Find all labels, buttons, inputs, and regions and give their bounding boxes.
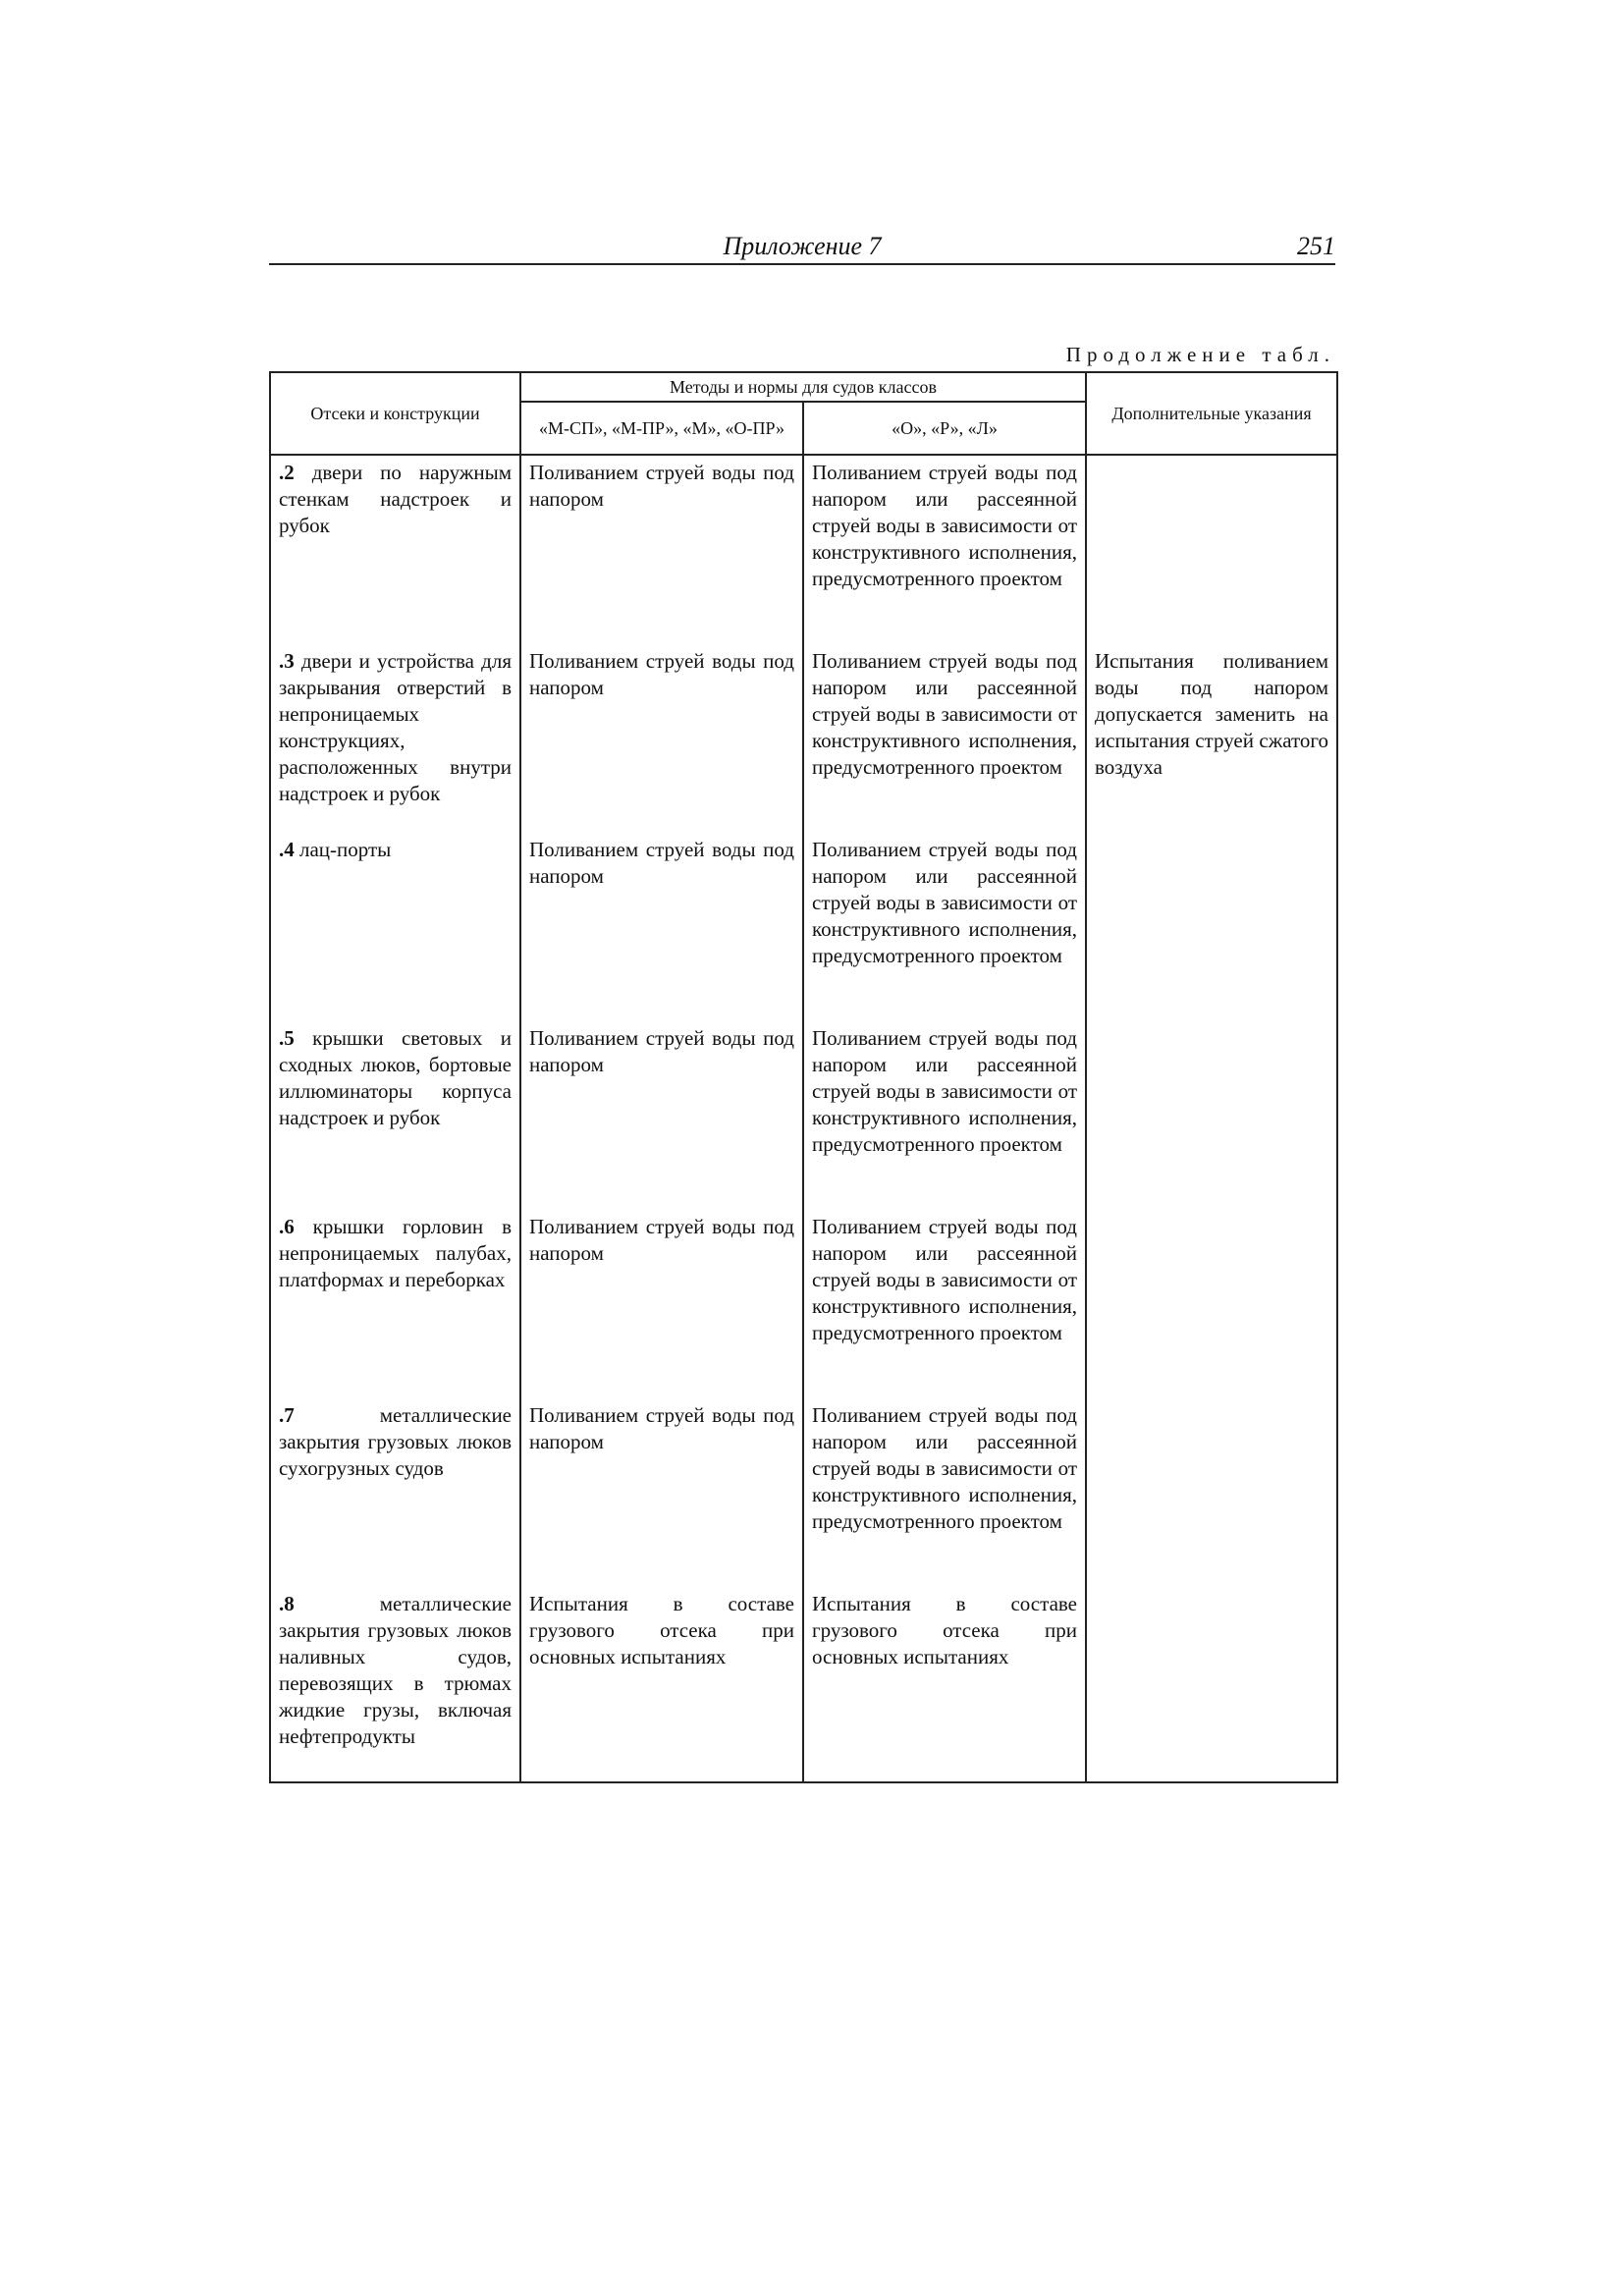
item-number: .4 bbox=[279, 838, 295, 861]
item-number: .6 bbox=[279, 1215, 295, 1238]
table-row bbox=[270, 1591, 1337, 1782]
note-cell bbox=[1086, 455, 1337, 648]
compartment-text: крышки световых и сходных люков, бортовые иллюминаторы корпуса надстроек и рубок bbox=[279, 1026, 512, 1129]
method-class-group-2-cell bbox=[803, 1591, 1086, 1782]
note-cell bbox=[1086, 1591, 1337, 1782]
method-class-group-1-cell-text: Поливанием струей воды под напором bbox=[529, 1403, 794, 1453]
item-number: .3 bbox=[279, 649, 295, 673]
table-row bbox=[270, 1402, 1337, 1591]
running-head bbox=[269, 232, 1335, 265]
note-cell-text: Испытания поливанием воды под напором допускается заменить на испытания струей сжатого воздуха bbox=[1095, 649, 1328, 779]
method-class-group-2-cell bbox=[803, 1214, 1086, 1402]
method-class-group-2-cell-text: Испытания в составе грузового отсека при основных испытаниях bbox=[812, 1592, 1077, 1668]
method-class-group-1-cell bbox=[520, 648, 803, 837]
method-class-group-1-cell-text: Испытания в составе грузового отсека при основных испытаниях bbox=[529, 1592, 794, 1668]
table-row bbox=[270, 1025, 1337, 1214]
compartment-text: металлические закрытия грузовых люков наливных судов, перевозящих в трюмах жидкие грузы, включая нефтепродукты bbox=[279, 1592, 512, 1748]
note-cell bbox=[1086, 1214, 1337, 1402]
method-class-group-1-cell bbox=[520, 1025, 803, 1214]
method-class-group-1-cell-text: Поливанием струей воды под напором bbox=[529, 1215, 794, 1265]
method-class-group-2-cell bbox=[803, 455, 1086, 648]
method-class-group-1-cell bbox=[520, 1214, 803, 1402]
page-number: 251 bbox=[1297, 232, 1335, 260]
compartment-text: крышки горловин в непроницаемых палубах, платформах и переборках bbox=[279, 1215, 512, 1291]
compartment-cell bbox=[270, 837, 520, 1025]
method-class-group-2-cell bbox=[803, 837, 1086, 1025]
compartment-text: двери по наружным стенкам надстроек и рубок bbox=[279, 461, 512, 537]
header-compartments: Отсеки и конструкции bbox=[270, 372, 520, 455]
table-row bbox=[270, 455, 1337, 648]
note-cell bbox=[1086, 1402, 1337, 1591]
header-notes: Дополнительные указания bbox=[1086, 372, 1337, 455]
method-class-group-1-cell-text: Поливанием струей воды под напором bbox=[529, 838, 794, 888]
method-class-group-1-cell bbox=[520, 837, 803, 1025]
table-body bbox=[270, 455, 1337, 1782]
method-class-group-2-cell-text: Поливанием струей воды под напором или рассеянной струей воды в зависимости от конструктивного исполнения, предусмотренного проектом bbox=[812, 838, 1077, 967]
running-head-title: Приложение 7 bbox=[723, 232, 882, 260]
table-row bbox=[270, 1214, 1337, 1402]
note-cell bbox=[1086, 837, 1337, 1025]
item-number: .7 bbox=[279, 1403, 295, 1427]
method-class-group-1-cell-text: Поливанием струей воды под напором bbox=[529, 649, 794, 699]
method-class-group-2-cell bbox=[803, 1402, 1086, 1591]
item-number: .8 bbox=[279, 1592, 295, 1615]
method-class-group-2-cell-text: Поливанием струей воды под напором или рассеянной струей воды в зависимости от конструктивного исполнения, предусмотренного проектом bbox=[812, 1026, 1077, 1156]
compartment-cell bbox=[270, 648, 520, 837]
compartment-text: двери и устройства для закрывания отверстий в непроницаемых конструкциях, расположенных внутри надстроек и рубок bbox=[279, 649, 512, 805]
header-methods: Методы и нормы для судов классов bbox=[520, 372, 1086, 402]
compartment-cell bbox=[270, 455, 520, 648]
method-class-group-1-cell-text: Поливанием струей воды под напором bbox=[529, 461, 794, 511]
compartment-text: лац-порты bbox=[299, 838, 392, 861]
item-number: .5 bbox=[279, 1026, 295, 1050]
method-class-group-2-cell-text: Поливанием струей воды под напором или рассеянной струей воды в зависимости от конструктивного исполнения, предусмотренного проектом bbox=[812, 1403, 1077, 1533]
method-class-group-1-cell-text: Поливанием струей воды под напором bbox=[529, 1026, 794, 1076]
note-cell bbox=[1086, 648, 1337, 837]
compartment-cell bbox=[270, 1402, 520, 1591]
note-cell bbox=[1086, 1025, 1337, 1214]
test-methods-table bbox=[269, 371, 1338, 1783]
compartment-text: металлические закрытия грузовых люков сухогрузных судов bbox=[279, 1403, 512, 1480]
method-class-group-2-cell bbox=[803, 1025, 1086, 1214]
table-row bbox=[270, 648, 1337, 837]
method-class-group-1-cell bbox=[520, 1591, 803, 1782]
compartment-cell bbox=[270, 1591, 520, 1782]
method-class-group-1-cell bbox=[520, 1402, 803, 1591]
method-class-group-1-cell bbox=[520, 455, 803, 648]
table-row bbox=[270, 837, 1337, 1025]
method-class-group-2-cell-text: Поливанием струей воды под напором или рассеянной струей воды в зависимости от конструктивного исполнения, предусмотренного проектом bbox=[812, 461, 1077, 590]
method-class-group-2-cell bbox=[803, 648, 1086, 837]
compartment-cell bbox=[270, 1214, 520, 1402]
compartment-cell bbox=[270, 1025, 520, 1214]
header-class-group-1: «М-СП», «М-ПР», «М», «О-ПР» bbox=[520, 402, 803, 455]
header-class-group-2: «О», «Р», «Л» bbox=[803, 402, 1086, 455]
method-class-group-2-cell-text: Поливанием струей воды под напором или рассеянной струей воды в зависимости от конструктивного исполнения, предусмотренного проектом bbox=[812, 1215, 1077, 1344]
method-class-group-2-cell-text: Поливанием струей воды под напором или рассеянной струей воды в зависимости от конструктивного исполнения, предусмотренного проектом bbox=[812, 649, 1077, 779]
table-continuation-label: Продолжение табл. bbox=[1065, 343, 1335, 366]
item-number: .2 bbox=[279, 461, 295, 484]
